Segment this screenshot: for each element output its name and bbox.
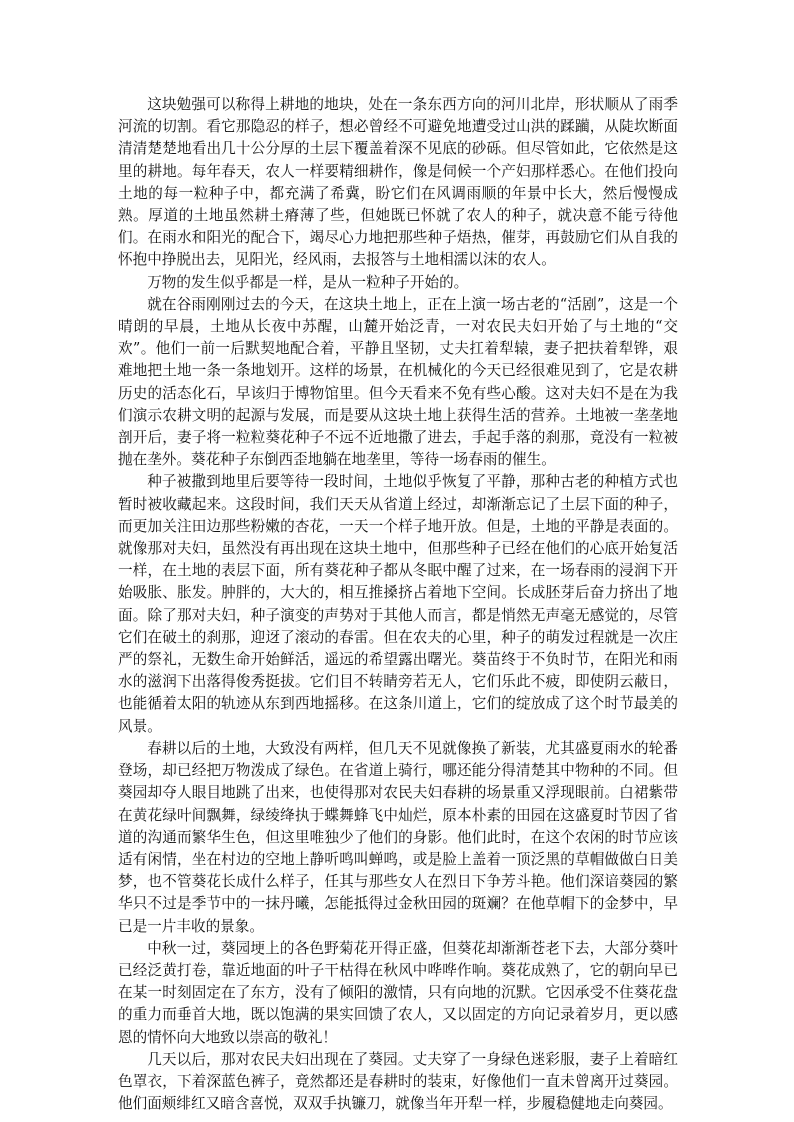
paragraph-2: 万物的发生似乎都是一样，是从一粒种子开始的。 [147,273,469,291]
essay-body [118,94,678,1115]
paragraph-4: 种子被撒到地里后要等待一段时间，土地似乎恢复了平静，那种古老的种植方式也暂时被收藏起来。这段时间，我们天天从省道上经过，却渐渐忘记了土层下面的种子，而更加关注田边那些粉嫩的杏花，一天一个样子地开放。但是，土地的平静是表面的。就像那对夫妇，虽然没有再出现在这块土地中，但那些种子已经在他们的心底开始复活一样，在土地的表层下面，所有葵花种子都从冬眠中醒了过来，在一场春雨的浸润下开始吸胀、胀发。肿胖的，大大的，相互推搡挤占着地下空间。长成胚芽后奋力挤出了地面。除了那对夫妇，种子演变的声势对于其他人而言，都是悄然无声毫无感觉的，尽管它们在破土的刹那，迎迓了滚动的春雷。但在农夫的心里，种子的萌发过程就是一次庄严的祭礼，无数生命开始鲜活，遥远的希望露出曙光。葵苗终于不负时节，在阳光和雨水的滋润下出落得俊秀挺拔。它们目不转睛旁若无人，它们乐此不疲，即使阴云蔽日，也能循着太阳的轨迹从东到西地摇移。在这条川道上，它们的绽放成了这个时节最美的风景。 [118,473,678,735]
paragraph-5: 春耕以后的土地，大致没有两样，但几天不见就像换了新装，尤其盛夏雨水的轮番登场，却已经把万物泼成了绿色。在省道上骑行，哪还能分得清楚其中物种的不同。但葵园却夺人眼目地跳了出来，也使得那对农民夫妇春耕的场景重又浮现眼前。白裙紫带在黄花绿叶间飘舞，绿绫绛执于蝶舞蜂飞中灿烂，原本朴素的田园在这盛夏时节因了省道的沟通而繁华生色，但这里唯独少了他们的身影。他们此时，在这个农闲的时节应该适有闲情，坐在村边的空地上静听鸣叫蝉鸣，或是脸上盖着一顶泛黑的草帽做做白日美梦，也不管葵花长成什么样子，任其与那些女人在烈日下争芳斗艳。他们深谙葵园的繁华只不过是季节中的一抹丹曦，怎能抵得过金秋田园的斑斓？在他草帽下的金梦中，早已是一片丰收的景象。 [118,739,678,935]
paragraph-7: 几天以后，那对农民夫妇出现在了葵园。丈夫穿了一身绿色迷彩服，妻子上着暗红色罩衣，下着深蓝色裤子，竟然都还是春耕时的装束，好像他们一直未曾离开过葵园。他们面颊绯红又暗含喜悦，双双手执镰刀，就像当年开犁一样，步履稳健地走向葵园。 [118,1050,678,1113]
paragraph-3: 就在谷雨刚刚过去的今天，在这块土地上，正在上演一场古老的“活剧”，这是一个晴朗的早晨，土地从长夜中苏醒，山麓开始泛青，一对农民夫妇开始了与土地的“交欢”。他们一前一后默契地配合着，平静且坚韧，丈夫扛着犁辕，妻子把扶着犁铧，艰难地把土地一条一条地划开。这样的场景，在机械化的今天已经很难见到了，它是农耕历史的活态化石，早该归于博物馆里。但今天看来不免有些心酸。这对夫妇不是在为我们演示农耕文明的起源与发展，而是要从这块土地上获得生活的营养。土地被一垄垄地剖开后，妻子将一粒粒葵花种子不远不近地撒了进去，手起手落的刹那，竟没有一粒被抛在垄外。葵花种子东倒西歪地躺在地垄里，等待一场春雨的催生。 [118,295,678,469]
paragraph-1: 这块勉强可以称得上耕地的地块，处在一条东西方向的河川北岸，形状顺从了雨季河流的切割。看它那隐忍的样子，想必曾经不可避免地遭受过山洪的蹂躏，从陡坎断面清清楚楚地看出几十公分厚的土层下覆盖着深不见底的砂砾。但尽管如此，它依然是这里的耕地。每年春天，农人一样要精细耕作，像是伺候一个产妇那样悉心。在他们投向土地的每一粒种子中，都充满了希冀，盼它们在风调雨顺的年景中长大，然后慢慢成熟。厚道的土地虽然耕土瘠薄了些，但她既已怀就了农人的种子，就决意不能亏待他们。在雨水和阳光的配合下，竭尽心力地把那些种子焐热，催芽，再鼓励它们从自我的怀抱中挣脱出去，见阳光，经风雨，去报答与土地相濡以沫的农人。 [118,96,678,269]
paragraph-6: 中秋一过，葵园埂上的各色野菊花开得正盛，但葵花却渐渐苍老下去，大部分葵叶已经泛黄打卷，靠近地面的叶子干枯得在秋风中哗哗作响。葵花成熟了，它的朝向早已在某一时刻固定在了东方，没有了倾阳的激情，只有向地的沉默。它因承受不住葵花盘的重力而垂首大地，既以饱满的果实回馈了农人，又以固定的方向记录着岁月，更以感恩的情怀向大地致以崇高的敬礼！ [118,939,678,1046]
